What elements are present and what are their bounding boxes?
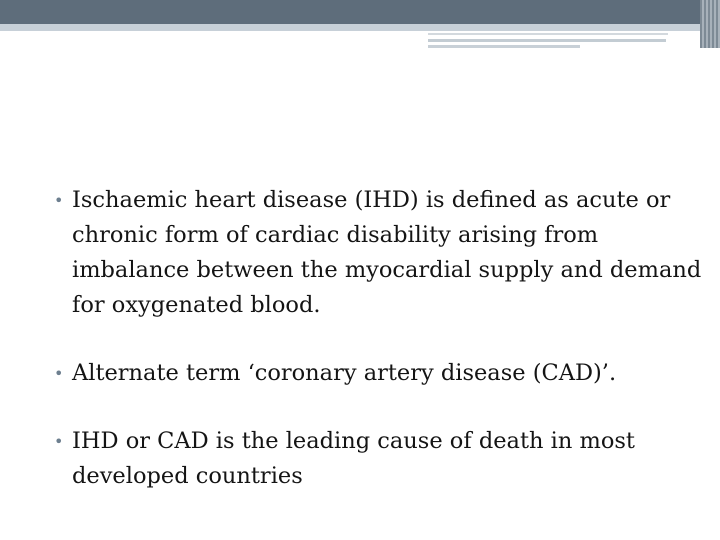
header-accent-line xyxy=(428,45,580,48)
header-banner-dark xyxy=(0,0,700,24)
bullet-item-alternate-term xyxy=(52,356,702,391)
header-banner-light xyxy=(0,24,700,31)
bullet-text: Alternate term ‘coronary artery disease (CAD)’. xyxy=(72,360,617,386)
bullet-icon: • xyxy=(54,364,64,383)
header-corner-block xyxy=(700,0,720,48)
header-accent-line xyxy=(428,33,668,35)
bullet-text: IHD or CAD is the leading cause of death in most developed countries xyxy=(72,428,635,489)
bullet-list xyxy=(52,183,702,494)
bullet-text: Ischaemic heart disease (IHD) is defined as acute or chronic form of cardiac disability arising from imbalance between the myocardial supply and demand for oxygenated blood. xyxy=(72,187,702,318)
bullet-icon: • xyxy=(54,432,64,451)
bullet-icon: • xyxy=(54,191,64,210)
bullet-item-ihd-definition xyxy=(52,183,702,323)
bullet-item-leading-cause xyxy=(52,424,702,494)
header-accent-line xyxy=(428,39,666,42)
